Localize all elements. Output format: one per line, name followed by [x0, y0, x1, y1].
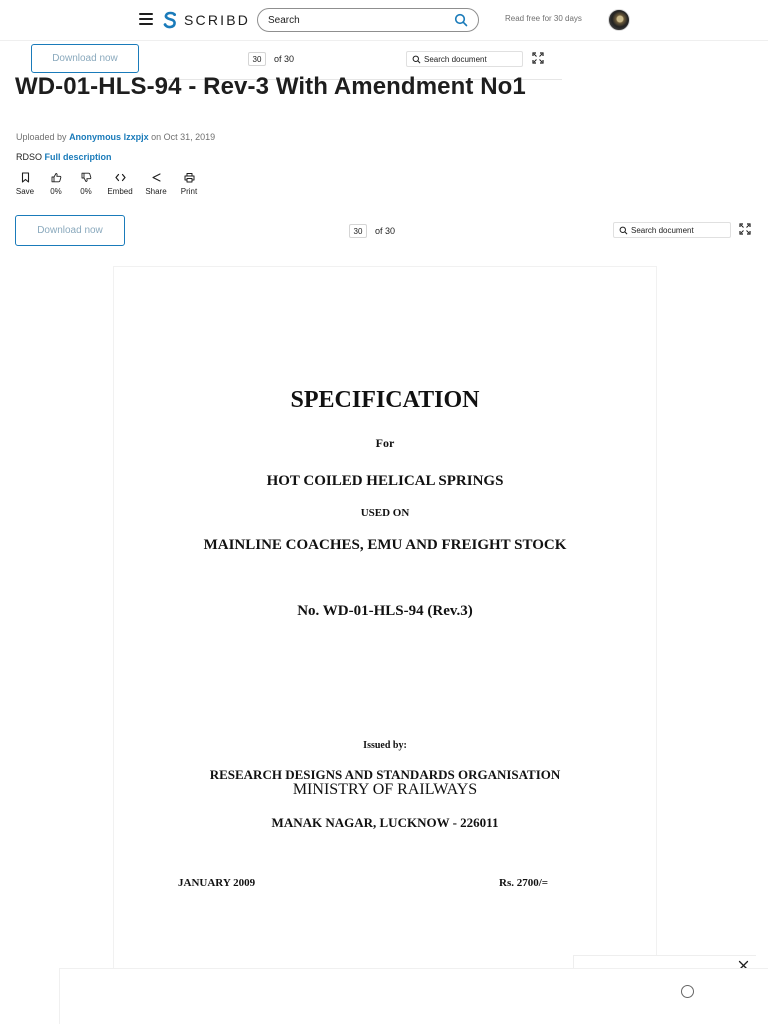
share-icon [151, 172, 162, 183]
search-icon [619, 226, 628, 235]
search-icon [412, 55, 421, 64]
uploaded-by-label: Uploaded by [16, 132, 67, 142]
top-header [0, 0, 768, 40]
category-line [16, 152, 112, 162]
like-percentage: 0% [50, 187, 62, 196]
page-price: Rs. 2700/= [499, 877, 549, 889]
thumbs-down-icon [81, 172, 92, 183]
print-label: Print [180, 187, 198, 196]
page-date: JANUARY 2009 [178, 877, 256, 889]
brand-name: SCRIBD [184, 12, 251, 28]
page-used-on: USED ON [360, 507, 410, 519]
document-search-input[interactable] [631, 226, 721, 235]
page-for: For [375, 436, 395, 450]
upload-date: on Oct 31, 2019 [151, 132, 216, 142]
ad-close-bar [573, 955, 756, 969]
thumbs-up-icon [51, 172, 62, 183]
document-title: WD-01-HLS-94 - Rev-3 With Amendment No1 [15, 73, 526, 100]
page-address: MANAK NAGAR, LUCKNOW - 226011 [271, 815, 499, 830]
page-count: of 30 [375, 226, 396, 236]
embed-button[interactable] [105, 172, 135, 196]
divider [0, 40, 768, 41]
site-search [257, 8, 479, 32]
document-search [613, 222, 731, 238]
download-now-button[interactable]: Download now [15, 215, 125, 246]
scribd-logo-icon [163, 11, 177, 29]
document-actions [13, 172, 209, 196]
user-avatar[interactable] [608, 9, 630, 31]
dislike-button[interactable] [75, 172, 97, 196]
page-organisation: RESEARCH DESIGNS AND STANDARDS ORGANISATION [209, 767, 561, 782]
code-icon [115, 172, 126, 183]
page-heading: SPECIFICATION [290, 387, 480, 413]
site-search-input[interactable] [268, 12, 448, 28]
scribd-logo[interactable] [163, 10, 250, 30]
document-search [406, 51, 523, 67]
dislike-percentage: 0% [80, 187, 92, 196]
category-label: RDSO [16, 152, 43, 162]
download-now-button[interactable]: Download now [31, 44, 139, 73]
document-search-input[interactable] [424, 55, 514, 64]
page-subject: HOT COILED HELICAL SPRINGS [266, 473, 504, 489]
share-button[interactable] [143, 172, 169, 196]
hamburger-menu-icon[interactable] [139, 13, 153, 25]
author-link[interactable]: Anonymous lzxpjx [69, 132, 149, 142]
search-icon[interactable] [454, 13, 468, 27]
page-issued-by: Issued by: [363, 740, 407, 751]
upload-info [16, 132, 215, 142]
page-spec-number: No. WD-01-HLS-94 (Rev.3) [297, 603, 473, 619]
print-button[interactable] [177, 172, 201, 196]
read-free-link[interactable]: Read free for 30 days [505, 14, 582, 23]
bookmark-icon [20, 172, 31, 183]
page-ministry: MINISTRY OF RAILWAYS [292, 781, 478, 798]
page-usage: MAINLINE COACHES, EMU AND FREIGHT STOCK [203, 537, 567, 553]
page-count: of 30 [274, 54, 295, 64]
like-button[interactable] [45, 172, 67, 196]
fullscreen-icon[interactable] [532, 52, 544, 64]
bottom-ad-banner [59, 968, 768, 1024]
printer-icon [184, 172, 195, 183]
share-label: Share [145, 187, 167, 196]
save-button[interactable] [13, 172, 37, 196]
page-number-input[interactable]: 30 [248, 52, 266, 66]
full-description-link[interactable]: Full description [44, 152, 112, 162]
page-number-input[interactable]: 30 [349, 224, 367, 238]
embed-label: Embed [107, 187, 133, 196]
fullscreen-icon[interactable] [739, 223, 751, 235]
ad-info-icon[interactable] [681, 985, 694, 998]
save-label: Save [15, 187, 35, 196]
document-page [113, 266, 657, 986]
